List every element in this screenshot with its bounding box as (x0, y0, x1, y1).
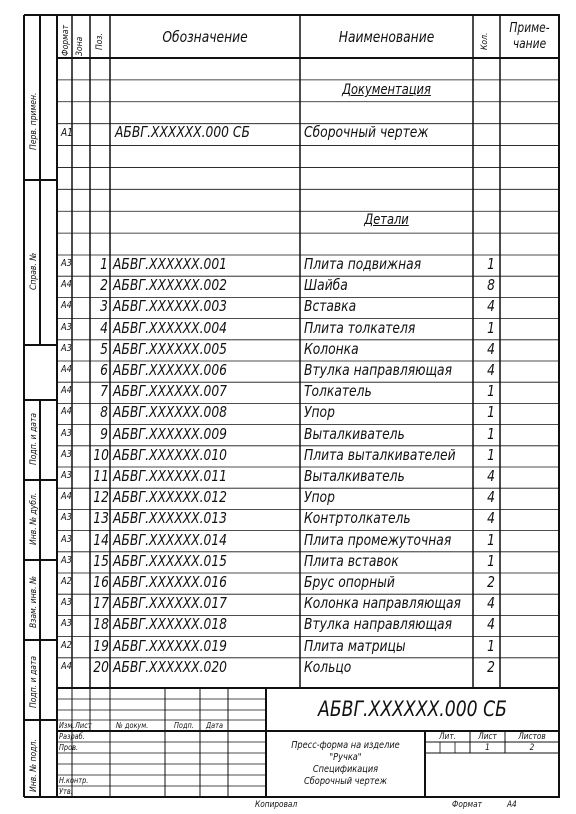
part-format: A3 (61, 448, 72, 460)
part-designation: АБВГ.XXXXXX.013 (113, 509, 228, 528)
part-name: Плита выталкивателей (304, 445, 456, 464)
part-name: Колонка (304, 339, 359, 358)
strip-podp-data-2: Подп. и дата (29, 655, 39, 708)
part-qty: 1 (487, 530, 495, 549)
part-format: A3 (61, 342, 72, 354)
part-qty: 2 (487, 573, 495, 591)
part-designation: АБВГ.XXXXXX.016 (113, 573, 228, 591)
part-format: A4 (61, 406, 72, 418)
tb-prov: Пров. (59, 743, 79, 752)
part-pos: 5 (100, 339, 108, 358)
part-designation: АБВГ.XXXXXX.014 (113, 530, 228, 549)
part-qty: 1 (487, 636, 495, 655)
part-qty: 1 (487, 255, 495, 273)
part-name: Втулка направляющая (304, 615, 452, 634)
tb-desc-4: Сборочный чертеж (304, 776, 387, 787)
part-qty: 4 (487, 615, 495, 634)
part-format: A4 (61, 660, 72, 672)
tb-sheets-value: 2 (529, 743, 535, 753)
tb-izm: Изм. (59, 721, 75, 730)
header-note-2: чание (512, 37, 547, 52)
tb-podp: Подп. (174, 721, 194, 730)
part-name: Плита матрицы (304, 636, 406, 655)
part-designation: АБВГ.XXXXXX.012 (113, 488, 228, 507)
part-designation: АБВГ.XXXXXX.020 (113, 657, 228, 676)
header-format: Формат (61, 24, 71, 56)
doc-designation: АБВГ.XXXXXX.000 СБ (115, 123, 250, 141)
part-name: Колонка направляющая (304, 594, 461, 613)
part-format: A3 (61, 258, 72, 269)
part-format: A3 (61, 618, 72, 630)
part-designation: АБВГ.XXXXXX.009 (113, 424, 228, 443)
tb-desc-1: Пресс-форма на изделие (291, 740, 400, 751)
part-pos: 8 (100, 403, 108, 422)
part-designation: АБВГ.XXXXXX.017 (113, 594, 228, 613)
part-pos: 17 (93, 594, 109, 613)
part-pos: 3 (100, 297, 108, 316)
part-pos: 2 (100, 276, 108, 295)
footer-copied: Копировал (255, 800, 298, 810)
part-name: Упор (304, 488, 335, 507)
part-qty: 4 (487, 488, 495, 507)
part-format: A3 (61, 321, 72, 333)
section-documentation: Документация (342, 82, 431, 98)
tb-sheet-value: 1 (485, 743, 490, 753)
tb-lit: Лит. (438, 732, 456, 742)
footer-format-value: А4 (507, 800, 517, 810)
part-qty: 1 (487, 424, 495, 443)
part-name: Втулка направляющая (304, 361, 452, 379)
tb-data: Дата (206, 721, 223, 730)
part-qty: 1 (487, 382, 495, 401)
part-designation: АБВГ.XXXXXX.019 (113, 636, 228, 655)
part-format: A3 (61, 597, 72, 609)
part-qty: 1 (487, 318, 495, 337)
header-name: Наименование (338, 28, 435, 46)
part-name: Вставка (304, 297, 357, 316)
part-designation: АБВГ.XXXXXX.018 (113, 615, 228, 634)
part-qty: 1 (487, 551, 495, 570)
part-name: Толкатель (304, 382, 372, 401)
part-qty: 1 (487, 403, 495, 422)
part-format: A4 (61, 279, 72, 291)
part-pos: 4 (100, 318, 108, 337)
part-qty: 4 (487, 509, 495, 528)
part-pos: 13 (93, 509, 109, 528)
tb-sheets-label: Листов (518, 732, 546, 742)
part-name: Брус опорный (304, 573, 395, 591)
part-name: Шайба (304, 276, 348, 295)
part-format: A3 (61, 427, 72, 439)
part-name: Плита промежуточная (304, 530, 452, 549)
part-pos: 9 (100, 424, 108, 443)
part-format: A4 (61, 364, 72, 375)
part-pos: 1 (100, 255, 108, 273)
part-designation: АБВГ.XXXXXX.008 (113, 403, 228, 422)
part-name: Кольцо (304, 657, 352, 676)
part-name: Плита толкателя (304, 318, 416, 337)
footer-format-label: Формат (452, 800, 482, 810)
part-format: A2 (61, 576, 72, 587)
part-pos: 14 (93, 530, 109, 549)
part-format: A3 (61, 533, 72, 545)
doc-name: Сборочный чертеж (304, 123, 429, 141)
part-name: Выталкиватель (304, 467, 405, 485)
part-pos: 16 (93, 573, 109, 591)
part-pos: 18 (93, 615, 109, 634)
strip-sprav-no: Справ. № (29, 252, 39, 290)
tb-utv: Утв. (59, 787, 73, 796)
part-format: A3 (61, 470, 72, 481)
tb-razrab: Разраб. (59, 732, 85, 741)
part-name: Выталкиватель (304, 424, 405, 443)
strip-podp-data-1: Подп. и дата (29, 412, 39, 465)
part-pos: 11 (93, 467, 109, 485)
part-designation: АБВГ.XXXXXX.002 (113, 276, 228, 295)
part-format: A4 (61, 300, 72, 312)
part-qty: 4 (487, 297, 495, 316)
part-designation: АБВГ.XXXXXX.010 (113, 445, 228, 464)
part-qty: 4 (487, 467, 495, 485)
part-format: A3 (61, 512, 72, 524)
header-note-1: Приме- (509, 21, 550, 36)
title-doc-number: АБВГ.XXXXXX.000 СБ (318, 697, 507, 721)
part-format: A2 (61, 639, 72, 651)
tb-no-dokum: № докум. (116, 721, 149, 730)
part-designation: АБВГ.XXXXXX.015 (113, 551, 228, 570)
part-format: A3 (61, 554, 72, 566)
part-pos: 19 (93, 636, 109, 655)
part-pos: 12 (93, 488, 109, 507)
part-designation: АБВГ.XXXXXX.007 (113, 382, 228, 401)
part-pos: 6 (100, 361, 108, 379)
part-name: Плита подвижная (304, 255, 422, 273)
part-pos: 10 (93, 445, 109, 464)
part-designation: АБВГ.XXXXXX.011 (113, 467, 228, 485)
tb-n-kontr: Н.контр. (59, 776, 89, 785)
part-designation: АБВГ.XXXXXX.005 (113, 339, 228, 358)
strip-vzam-inv: Взам. инв. № (29, 576, 39, 628)
part-qty: 4 (487, 339, 495, 358)
part-designation: АБВГ.XXXXXX.001 (113, 255, 228, 273)
tb-sheet-label: Лист (478, 732, 497, 742)
tb-desc-2: "Ручка" (329, 752, 362, 763)
part-pos: 20 (93, 657, 109, 676)
part-pos: 15 (93, 551, 109, 570)
header-zone: Зона (75, 36, 85, 56)
section-parts: Детали (364, 212, 409, 228)
part-name: Плита вставок (304, 551, 399, 570)
part-pos: 7 (100, 382, 108, 401)
part-qty: 4 (487, 361, 495, 379)
header-pos: Поз. (95, 33, 105, 50)
part-qty: 8 (487, 276, 495, 295)
part-format: A4 (61, 385, 72, 397)
part-name: Упор (304, 403, 335, 422)
part-format: A4 (61, 491, 72, 503)
part-qty: 4 (487, 594, 495, 613)
strip-inv-dubl: Инв. № дубл. (29, 492, 39, 545)
strip-inv-podl: Инв. № подл. (29, 739, 39, 792)
part-name: Контртолкатель (304, 509, 411, 528)
tb-list: Лист (75, 721, 92, 730)
header-designation: Обозначение (162, 28, 248, 46)
part-qty: 1 (487, 445, 495, 464)
part-designation: АБВГ.XXXXXX.006 (113, 361, 228, 379)
part-designation: АБВГ.XXXXXX.004 (113, 318, 228, 337)
doc-format: A1 (61, 126, 73, 139)
tb-desc-3: Спецификация (312, 764, 379, 775)
part-qty: 2 (487, 657, 495, 676)
strip-perv-primen: Перв. примен. (29, 92, 39, 150)
part-designation: АБВГ.XXXXXX.003 (113, 297, 228, 316)
header-qty: Кол. (480, 32, 490, 50)
